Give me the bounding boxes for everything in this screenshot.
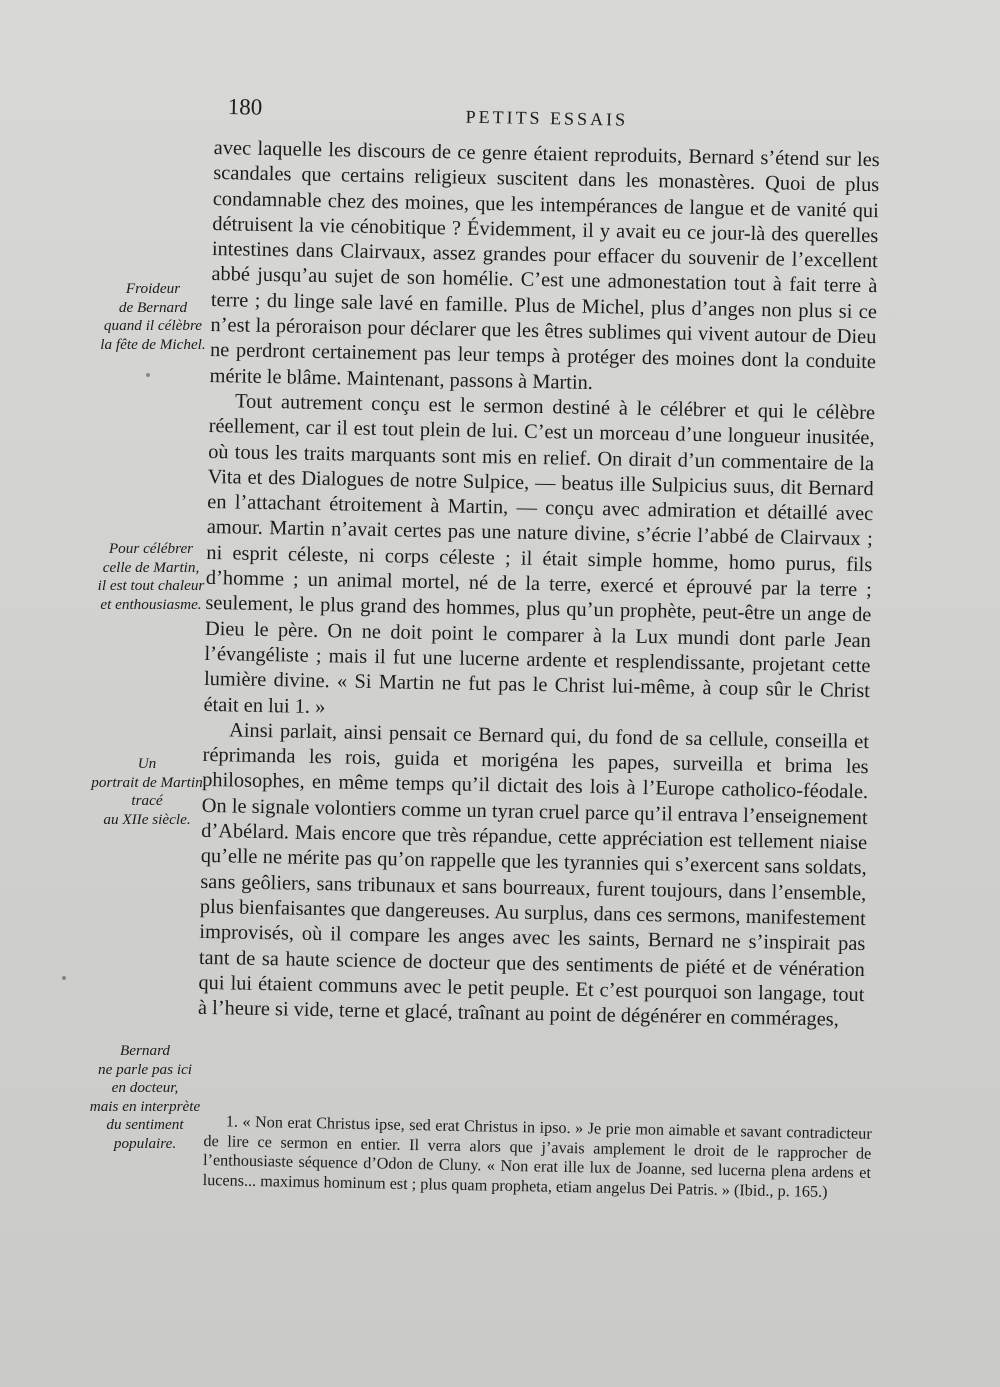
margin-note-line: en docteur, [111,1079,179,1096]
margin-note-line: Bernard [119,1042,171,1059]
margin-note-line: mais en interprète [89,1097,201,1115]
margin-note-line: Pour célébrer [108,540,194,557]
margin-note-line: et enthousiasme. [100,595,202,613]
margin-note-line: tracé [131,792,163,809]
paragraph-3: Ainsi parlait, ainsi pensait ce Bernard qui, du fond de sa cellule, conseilla et réprimanda les rois, guida et morigéna les papes, surveilla et brima les philosophes, en même temps qu’il dictait des lois à l’Europe catholico-féodale. On le signale volontiers comme un tyran cruel parce qu’il entrava l’enseignement d’Abélard. Mais encore que très répandue, cette appréciation est tellement niaise qu’elle ne mérite pas qu’on rappelle que les tyrannies qui s’exercent sans soldats, sans geôliers, sans tribunaux et sans bourreaux, furent toujours, dans l’ensemble, plus bienfaisantes que dangereuses. Au surplus, dans ces sermons, manifestement improvisés, où il compare les anges avec les saints, Bernard ne s’inspirait pas tant de sa haute science de docteur que des sentiments de piété et de vénération qui lui étaient communs avec le petit peuple. Et c’est pourquoi son langage, tout à l’heure si vide, terne et glacé, traînant au point de dégénérer en commérages, [197,719,870,1031]
main-text [198,136,880,1033]
page-number: 180 [227,93,263,120]
running-head: PETITS ESSAIS [465,106,629,130]
margin-note-line: au XIIe siècle. [103,810,191,828]
margin-note-bernard [80,1042,210,1153]
margin-note-line: la fête de Michel. [100,335,206,353]
ink-speck [62,976,66,980]
margin-note-line: du sentiment [106,1116,184,1133]
margin-note-line: quand il célèbre [103,317,203,334]
margin-note-line: Un [137,755,157,772]
margin-note-portrait [82,755,212,829]
margin-note-line: Froideur [125,280,181,297]
margin-note-michel [88,280,218,354]
footnote-1: 1. « Non erat Christus ipse, sed erat Christus in ipso. » Je prie mon aimable et savant contradicteur de lire ce sermon en entier. Il verra alors que j’avais amplement le droit de le rapprocher de l’enthousiaste séquence d’Odon de Cluny. « Non erat ille lux de Joanne, sed lucerna plena ardens et lucens... maximus hominum est ; plus quam propheta, etiam angelus Dei Patris. » (Ibid., p. 165.) [202,1112,872,1201]
margin-note-martin [86,540,216,614]
footnote-block [202,1112,871,1203]
margin-note-line: de Bernard [118,298,188,316]
page-header [227,92,888,145]
margin-note-line: ne parle pas ici [97,1060,193,1078]
paragraph-1: avec laquelle les discours de ce genre étaient reproduits, Bernard s’étend sur les scandales que certains religieux suscitent dans les monastères. Quoi de plus condamnable chez des moines, que les intempérances de langue et de vanité qui détruisent la vie cénobitique ? Évidemment, il y avait eu ce jour-là des querelles intestines dans Clairvaux, assez grandes pour effacer du souvenir de l’excellent abbé jusqu’au sujet de son homélie. C’est une admonestation tout à fait terre à terre ; du linge sale lavé en famille. Plus de Michel, plus d’anges non plus si ce n’est la péroraison pour déclarer que les êtres sublimes qui vivent autour de Dieu ne perdront certainement pas leur temps à protéger des moines dont la conduite mérite le blâme. Maintenant, passons à Martin. [209,136,880,394]
ink-speck [146,373,150,377]
margin-note-line: populaire. [113,1134,177,1152]
margin-note-line: il est tout chaleur [97,577,205,594]
margin-note-line: portrait de Martin [91,773,203,791]
margin-note-line: celle de Martin, [102,558,200,576]
paragraph-2: Tout autrement conçu est le sermon destiné à le célébrer et qui le célèbre réellement, car il est tout plein de lui. C’est un morceau d’une longueur inusitée, où tous les traits marquants sont mis en relief. On dirait d’un commentaire de la Vita et des Dialogues de notre Sulpice, — beatus ille Sulpicius suus, dit Bernard en l’attachant étroitement à Martin, — conçu avec admiration et détaillé avec amour. Martin n’avait certes pas une nature divine, s’écrie l’abbé de Clairvaux ; ni esprit céleste, ni corps céleste ; il était simple homme, homo purus, fils d’homme ; un animal mortel, né de la terre, exercé et éprouvé par la terre ; seulement, le plus grand des hommes, plus qu’un prophète, peut-être un ange de Dieu le père. On ne doit point le comparer à la Lux mundi dont parle Jean l’évangéliste ; mais il fut une lucerne ardente et resplendissante, projetant cette lumière divine. « Si Martin ne fut pas le Christ lui-même, à coup sûr le Christ était en lui 1. » [203,390,876,718]
